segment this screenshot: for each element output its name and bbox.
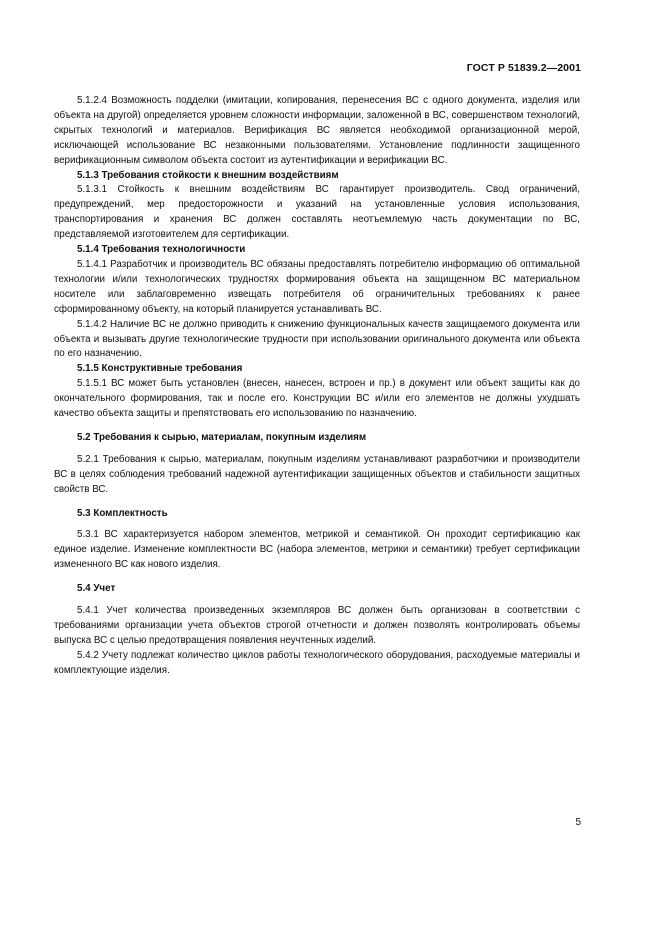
document-header: ГОСТ Р 51839.2—2001 <box>466 62 581 74</box>
heading-5-1-5: 5.1.5 Конструктивные требования <box>77 363 243 375</box>
heading-5-3: 5.3 Комплектность <box>77 507 168 519</box>
paragraph-5-3-1: 5.3.1 ВС характеризуется набором элементов, метрикой и семантикой. Он проходит сертификацию как единое изделие. Изменение комплектности ВС (набора элементов, метрики и семантики) требует сертификации измененного ВС как нового изделия. <box>54 529 580 571</box>
paragraph-5-1-4-2: 5.1.4.2 Наличие ВС не должно приводить к снижению функциональных качеств защищаемого документа или объекта и вызывать другие технологические трудности при использовании оригинального документа или объекта по его назначению. <box>54 318 580 360</box>
paragraph-5-4-1: 5.4.1 Учет количества произведенных экземпляров ВС должен быть организован в соответствии с требованиями организации учета объектов строгой отчетности и должен позволять контролировать объемы выпуска ВС с целью предотвращения появления неучтенных изделий. <box>54 605 580 646</box>
heading-5-1-3: 5.1.3 Требования стойкости к внешним воздействиям <box>77 169 339 181</box>
page-number: 5 <box>575 817 581 828</box>
heading-5-4: 5.4 Учет <box>77 583 116 595</box>
paragraph-5-4-2: 5.4.2 Учету подлежат количество циклов работы технологического оборудования, расходуемые материалы и комплектующие изделия. <box>54 649 580 676</box>
paragraph-5-1-2-4: 5.1.2.4 Возможность подделки (имитации, копирования, перенесения ВС с одного документа, изделия или объекта на другой) определяется уровнем сложности информации, заложенной в ВС, совершенством технологий, скрытых технологий и материалов. Верификация ВС является необходимой организационной мерой, исключающей использование ВС незаконными пользователями. Установление подлинности защищенного верификационным символом объекта состоит из аутентификации и верификации ВС. <box>54 95 580 166</box>
paragraph-5-1-4-1: 5.1.4.1 Разработчик и производитель ВС обязаны предоставлять потребителю информацию об оптимальной технологии и/или технологических трудностях формирования объекта на защищенном ВС материальном носителе или заблаговременно извещать потребителя об ограничительных требованиях к ранее сформированному объекту, на который планируется устанавливать ВС. <box>54 258 580 315</box>
document-body <box>54 94 580 679</box>
paragraph-5-1-3-1: 5.1.3.1 Стойкость к внешним воздействиям ВС гарантирует производитель. Свод ограничений, предупреждений, мер предосторожности и указаний на установленные условия использования, транспортирования и хранения ВС должен составлять неотъемлемую часть документации по ВС, представляемой изготовителем для сертификации. <box>54 184 580 241</box>
heading-5-2: 5.2 Требования к сырью, материалам, покупным изделиям <box>77 431 367 443</box>
heading-5-1-4: 5.1.4 Требования технологичности <box>77 244 246 256</box>
paragraph-5-1-5-1: 5.1.5.1 ВС может быть установлен (внесен, нанесен, встроен и пр.) в документ или объект защиты как до окончательного формирования, так и после его. Конструкции ВС и/или его элементов не должны ухудшать качество объекта защиты и препятствовать его использованию по назначению. <box>54 378 580 420</box>
paragraph-5-2-1: 5.2.1 Требования к сырью, материалам, покупным изделиям устанавливают разработчики и производители ВС в целях соблюдения требований надежной аутентификации защищенных объектов и стабильности защитных свойств ВС. <box>54 453 580 495</box>
